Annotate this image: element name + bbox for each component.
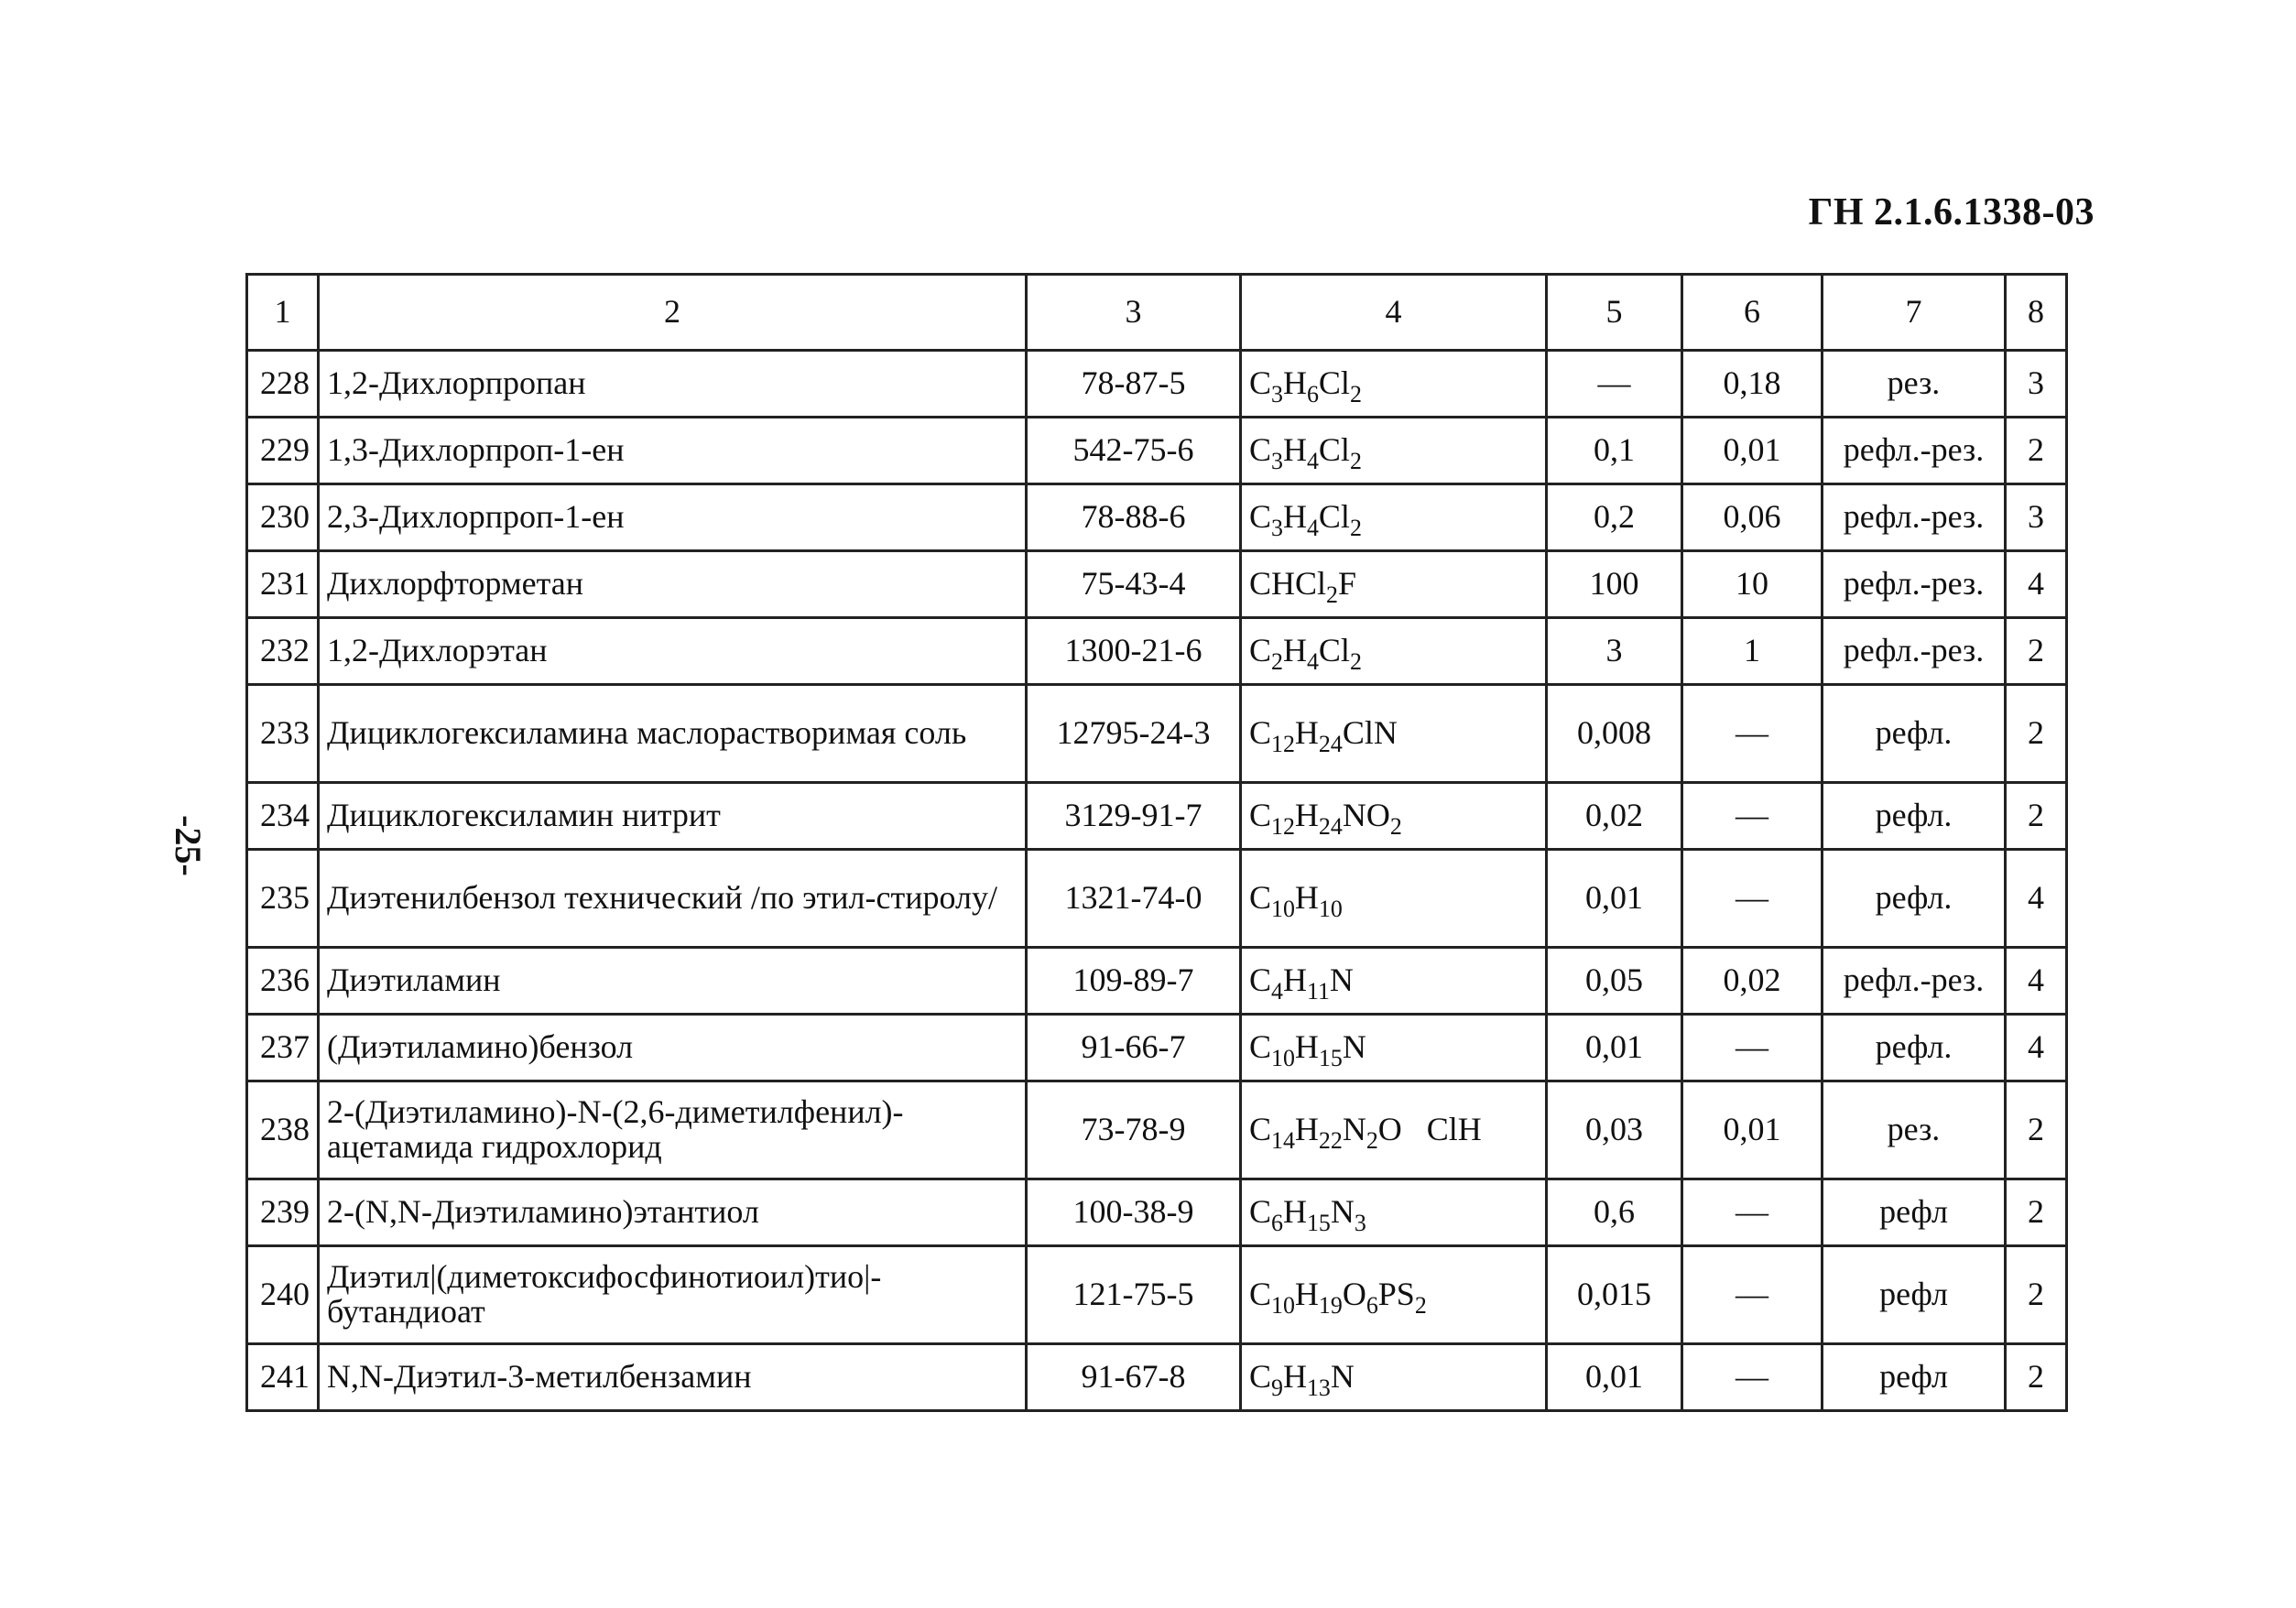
- value-col5: 0,01: [1547, 850, 1682, 948]
- formula-subscript: 4: [1306, 648, 1319, 676]
- formula-subscript: 13: [1306, 1374, 1331, 1402]
- formula-subscript: 12: [1271, 813, 1295, 841]
- formula-subscript: 2: [1271, 648, 1283, 676]
- formula-subscript: 2: [1414, 1292, 1427, 1320]
- formula-part: C: [1249, 1193, 1272, 1231]
- table-row: [247, 1246, 2067, 1344]
- value-col5: 100: [1547, 551, 1682, 618]
- substance-name: 1,2-Дихлорэтан: [319, 618, 1027, 685]
- formula-subscript: 2: [1349, 648, 1362, 676]
- table-row: [247, 618, 2067, 685]
- formula-subscript: 3: [1271, 515, 1283, 542]
- formula-subscript: 19: [1318, 1292, 1343, 1320]
- formula-subscript: 10: [1318, 896, 1343, 923]
- substance-name: 2,3-Дихлорпроп-1-ен: [319, 484, 1027, 551]
- row-number: 241: [247, 1344, 319, 1411]
- formula-part: F: [1337, 565, 1357, 603]
- aggregate-state: рефл.-рез.: [1823, 484, 2006, 551]
- formula-subscript: 3: [1271, 448, 1283, 475]
- chemical-formula: [1241, 551, 1547, 618]
- hazard-class: 2: [2006, 1246, 2067, 1344]
- row-number: 235: [247, 850, 319, 948]
- header-row: [247, 275, 2067, 351]
- column-header: 5: [1547, 275, 1682, 351]
- formula-subscript: 4: [1271, 978, 1283, 1005]
- formula-part: Cl: [1318, 632, 1350, 669]
- formula-part: O ClH: [1377, 1111, 1482, 1148]
- cas-number: 91-66-7: [1027, 1015, 1241, 1081]
- row-number: 230: [247, 484, 319, 551]
- row-number: 228: [247, 351, 319, 418]
- formula-subscript: 6: [1271, 1210, 1283, 1237]
- formula-part: N: [1330, 1193, 1355, 1231]
- value-col6: 0,18: [1682, 351, 1823, 418]
- value-col5: 0,1: [1547, 418, 1682, 484]
- aggregate-state: рефл.-рез.: [1823, 551, 2006, 618]
- value-col6: 0,01: [1682, 1081, 1823, 1179]
- value-col5: 0,6: [1547, 1179, 1682, 1246]
- hazard-class: 4: [2006, 551, 2067, 618]
- table-row: [247, 948, 2067, 1015]
- cas-number: 12795-24-3: [1027, 685, 1241, 783]
- formula-part: N: [1342, 1028, 1366, 1066]
- hazard-class: 2: [2006, 1344, 2067, 1411]
- chemical-formula: [1241, 783, 1547, 850]
- hazard-class: 2: [2006, 685, 2067, 783]
- hazard-class: 2: [2006, 418, 2067, 484]
- table-row: [247, 484, 2067, 551]
- substance-name: N,N-Диэтил-3-метилбензамин: [319, 1344, 1027, 1411]
- value-col6: 0,06: [1682, 484, 1823, 551]
- formula-part: H: [1294, 1111, 1319, 1148]
- table-row: [247, 685, 2067, 783]
- aggregate-state: рефл: [1823, 1179, 2006, 1246]
- formula-part: H: [1294, 797, 1319, 834]
- value-col5: 3: [1547, 618, 1682, 685]
- chemical-formula: [1241, 1344, 1547, 1411]
- substance-name: Диэтил|(диметоксифосфинотиоил)тио|-бутандиоат: [319, 1246, 1027, 1344]
- table-row: [247, 1081, 2067, 1179]
- value-col6: 0,01: [1682, 418, 1823, 484]
- document-code: ГН 2.1.6.1338-03: [1808, 191, 2095, 234]
- formula-part: H: [1294, 714, 1319, 752]
- cas-number: 91-67-8: [1027, 1344, 1241, 1411]
- hazard-class: 2: [2006, 1081, 2067, 1179]
- hazard-class: 3: [2006, 484, 2067, 551]
- hazard-class: 4: [2006, 1015, 2067, 1081]
- formula-subscript: 15: [1318, 1045, 1343, 1072]
- formula-subscript: 2: [1389, 813, 1402, 841]
- formula-part: PS: [1377, 1276, 1415, 1313]
- formula-part: N: [1329, 962, 1354, 999]
- row-number: 229: [247, 418, 319, 484]
- value-col6: —: [1682, 1015, 1823, 1081]
- aggregate-state: рез.: [1823, 1081, 2006, 1179]
- formula-part: C: [1249, 797, 1272, 834]
- table-row: [247, 783, 2067, 850]
- chemical-formula: [1241, 1246, 1547, 1344]
- formula-part: H: [1294, 879, 1319, 917]
- formula-part: Cl: [1318, 498, 1350, 536]
- formula-subscript: 2: [1349, 515, 1362, 542]
- row-number: 237: [247, 1015, 319, 1081]
- formula-subscript: 4: [1306, 448, 1319, 475]
- table-row: [247, 1015, 2067, 1081]
- cas-number: 73-78-9: [1027, 1081, 1241, 1179]
- value-col6: —: [1682, 783, 1823, 850]
- formula-subscript: 9: [1271, 1374, 1283, 1402]
- aggregate-state: рефл: [1823, 1246, 2006, 1344]
- chemical-formula: [1241, 1081, 1547, 1179]
- column-header: 4: [1241, 275, 1547, 351]
- row-number: 233: [247, 685, 319, 783]
- formula-part: H: [1282, 1358, 1307, 1396]
- row-number: 240: [247, 1246, 319, 1344]
- formula-subscript: 10: [1271, 1045, 1295, 1072]
- formula-part: NO: [1342, 797, 1390, 834]
- formula-subscript: 14: [1271, 1127, 1295, 1155]
- cas-number: 78-88-6: [1027, 484, 1241, 551]
- formula-part: H: [1282, 1193, 1307, 1231]
- formula-part: CHCl: [1249, 565, 1327, 603]
- aggregate-state: рефл.-рез.: [1823, 418, 2006, 484]
- value-col5: 0,008: [1547, 685, 1682, 783]
- chemical-formula: [1241, 1015, 1547, 1081]
- value-col6: —: [1682, 1344, 1823, 1411]
- aggregate-state: рефл: [1823, 1344, 2006, 1411]
- formula-part: Cl: [1318, 364, 1350, 402]
- value-col6: —: [1682, 685, 1823, 783]
- row-number: 239: [247, 1179, 319, 1246]
- formula-part: C: [1249, 1276, 1272, 1313]
- formula-part: H: [1294, 1276, 1319, 1313]
- table-row: [247, 850, 2067, 948]
- substance-name: 2-(Диэтиламино)-N-(2,6-диметилфенил)-ацетамида гидрохлорид: [319, 1081, 1027, 1179]
- formula-part: N: [1330, 1358, 1355, 1396]
- hazard-class: 3: [2006, 351, 2067, 418]
- column-header: 3: [1027, 275, 1241, 351]
- chemical-formula: [1241, 618, 1547, 685]
- cas-number: 1321-74-0: [1027, 850, 1241, 948]
- aggregate-state: рефл.: [1823, 783, 2006, 850]
- value-col5: 0,01: [1547, 1015, 1682, 1081]
- substance-name: Дициклогексиламина маслорастворимая соль: [319, 685, 1027, 783]
- formula-subscript: 24: [1318, 731, 1343, 758]
- hazard-class: 2: [2006, 1179, 2067, 1246]
- aggregate-state: рефл.: [1823, 850, 2006, 948]
- value-col6: 0,02: [1682, 948, 1823, 1015]
- hazard-class: 4: [2006, 948, 2067, 1015]
- row-number: 234: [247, 783, 319, 850]
- substance-name: Диэтенилбензол технический /по этил-стиролу/: [319, 850, 1027, 948]
- formula-subscript: 2: [1366, 1127, 1378, 1155]
- cas-number: 3129-91-7: [1027, 783, 1241, 850]
- value-col6: —: [1682, 850, 1823, 948]
- formula-part: C: [1249, 364, 1272, 402]
- formula-part: H: [1282, 962, 1307, 999]
- row-number: 238: [247, 1081, 319, 1179]
- formula-subscript: 2: [1349, 381, 1362, 408]
- value-col6: —: [1682, 1179, 1823, 1246]
- formula-subscript: 2: [1349, 448, 1362, 475]
- value-col5: —: [1547, 351, 1682, 418]
- aggregate-state: рефл.: [1823, 685, 2006, 783]
- formula-subscript: 2: [1326, 581, 1338, 609]
- table-row: [247, 551, 2067, 618]
- formula-part: C: [1249, 1028, 1272, 1066]
- row-number: 232: [247, 618, 319, 685]
- cas-number: 100-38-9: [1027, 1179, 1241, 1246]
- cas-number: 1300-21-6: [1027, 618, 1241, 685]
- formula-part: C: [1249, 962, 1272, 999]
- formula-part: H: [1282, 498, 1307, 536]
- formula-subscript: 12: [1271, 731, 1295, 758]
- column-header: 6: [1682, 275, 1823, 351]
- chemical-formula: [1241, 484, 1547, 551]
- substance-name: Дициклогексиламин нитрит: [319, 783, 1027, 850]
- hazard-class: 2: [2006, 783, 2067, 850]
- value-col5: 0,01: [1547, 1344, 1682, 1411]
- table-row: [247, 351, 2067, 418]
- cas-number: 109-89-7: [1027, 948, 1241, 1015]
- cas-number: 75-43-4: [1027, 551, 1241, 618]
- formula-part: ClN: [1342, 714, 1398, 752]
- page-number: -25-: [167, 815, 209, 876]
- value-col6: —: [1682, 1246, 1823, 1344]
- formula-part: H: [1282, 364, 1307, 402]
- value-col5: 0,05: [1547, 948, 1682, 1015]
- cas-number: 78-87-5: [1027, 351, 1241, 418]
- chemical-formula: [1241, 418, 1547, 484]
- cas-number: 121-75-5: [1027, 1246, 1241, 1344]
- cas-number: 542-75-6: [1027, 418, 1241, 484]
- row-number: 236: [247, 948, 319, 1015]
- formula-part: O: [1342, 1276, 1366, 1313]
- formula-part: H: [1282, 431, 1307, 469]
- formula-part: C: [1249, 431, 1272, 469]
- substance-name: Дихлорфторметан: [319, 551, 1027, 618]
- formula-subscript: 4: [1306, 515, 1319, 542]
- hazard-class: 2: [2006, 618, 2067, 685]
- substance-name: 2-(N,N-Диэтиламино)этантиол: [319, 1179, 1027, 1246]
- value-col5: 0,02: [1547, 783, 1682, 850]
- formula-subscript: 3: [1271, 381, 1283, 408]
- formula-subscript: 10: [1271, 896, 1295, 923]
- formula-subscript: 24: [1318, 813, 1343, 841]
- formula-part: C: [1249, 879, 1272, 917]
- value-col6: 1: [1682, 618, 1823, 685]
- value-col5: 0,2: [1547, 484, 1682, 551]
- formula-part: C: [1249, 714, 1272, 752]
- value-col6: 10: [1682, 551, 1823, 618]
- table-body: [247, 351, 2067, 1411]
- formula-part: N: [1342, 1111, 1366, 1148]
- column-header: 2: [319, 275, 1027, 351]
- formula-part: C: [1249, 1111, 1272, 1148]
- formula-subscript: 10: [1271, 1292, 1295, 1320]
- chemical-formula: [1241, 948, 1547, 1015]
- formula-part: H: [1282, 632, 1307, 669]
- column-header: 7: [1823, 275, 2006, 351]
- aggregate-state: рефл.-рез.: [1823, 948, 2006, 1015]
- chemical-formula: [1241, 685, 1547, 783]
- aggregate-state: рез.: [1823, 351, 2006, 418]
- substance-name: (Диэтиламино)бензол: [319, 1015, 1027, 1081]
- substance-name: Диэтиламин: [319, 948, 1027, 1015]
- aggregate-state: рефл.-рез.: [1823, 618, 2006, 685]
- formula-subscript: 11: [1306, 978, 1330, 1005]
- formula-part: C: [1249, 632, 1272, 669]
- row-number: 231: [247, 551, 319, 618]
- formula-part: Cl: [1318, 431, 1350, 469]
- table-row: [247, 1179, 2067, 1246]
- table-row: [247, 1344, 2067, 1411]
- formula-part: H: [1294, 1028, 1319, 1066]
- substance-name: 1,2-Дихлорпропан: [319, 351, 1027, 418]
- formula-part: C: [1249, 1358, 1272, 1396]
- value-col5: 0,015: [1547, 1246, 1682, 1344]
- formula-subscript: 3: [1354, 1210, 1366, 1237]
- column-header: 1: [247, 275, 319, 351]
- substance-name: 1,3-Дихлорпроп-1-ен: [319, 418, 1027, 484]
- table-row: [247, 418, 2067, 484]
- hazard-class: 4: [2006, 850, 2067, 948]
- chemical-formula: [1241, 351, 1547, 418]
- column-header: 8: [2006, 275, 2067, 351]
- chemical-formula: [1241, 1179, 1547, 1246]
- substance-table: [245, 273, 2068, 1412]
- formula-subscript: 15: [1306, 1210, 1331, 1237]
- value-col5: 0,03: [1547, 1081, 1682, 1179]
- formula-subscript: 6: [1306, 381, 1319, 408]
- chemical-formula: [1241, 850, 1547, 948]
- formula-subscript: 6: [1366, 1292, 1378, 1320]
- formula-part: C: [1249, 498, 1272, 536]
- aggregate-state: рефл.: [1823, 1015, 2006, 1081]
- formula-subscript: 22: [1318, 1127, 1343, 1155]
